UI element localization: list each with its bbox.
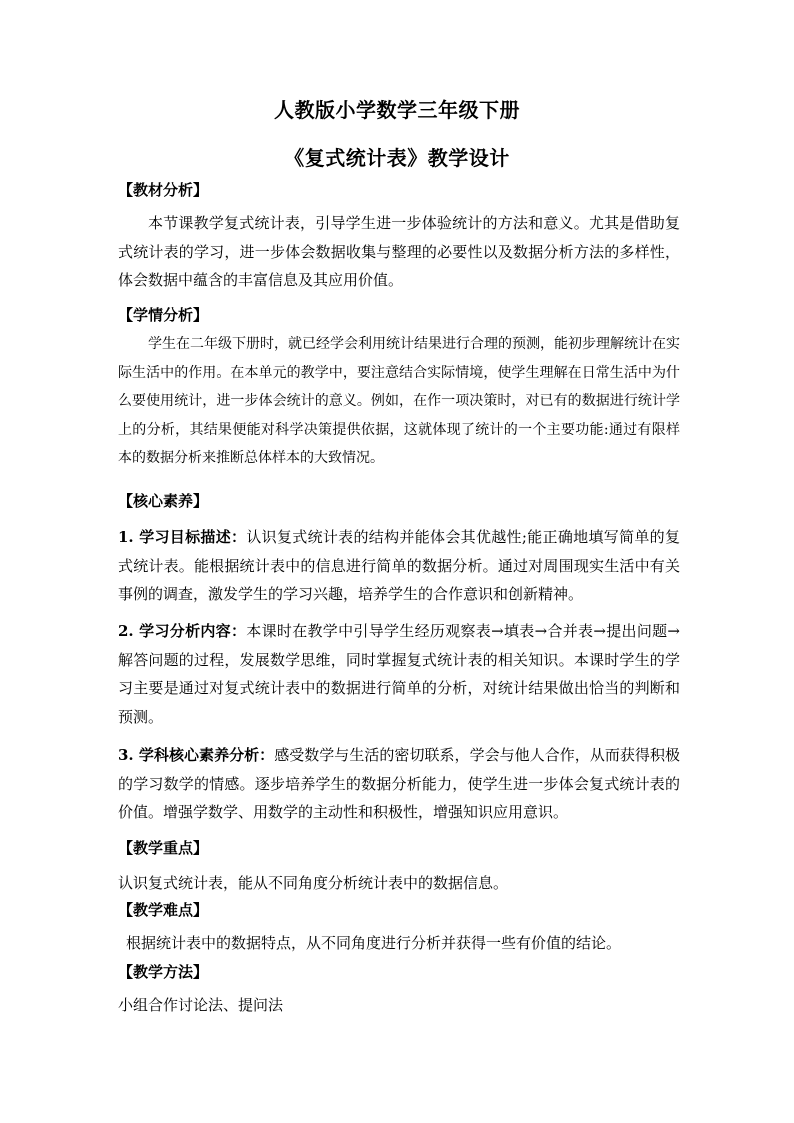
section-heading-methods: 【教学方法】 (118, 963, 209, 981)
core-literacy-item-2-text: 本课时在教学中引导学生经历观察表→填表→合并表→提出问题→解答问题的过程，发展数学思维，同时掌握复式统计表的相关知识。本课时学生的学习主要是通过对复式统计表中的数据进行简单的分析，对统计结果做出恰当的判断和预测。 (118, 622, 680, 726)
core-literacy-item-3-text: 感受数学与生活的密切联系，学会与他人合作，从而获得积极的学习数学的情感。逐步培养学生的数据分析能力，使学生进一步体会复式统计表的价值。增强学数学、用数学的主动性和积极性，增强知识应用意识。 (118, 746, 680, 821)
core-literacy-item-3-label: 3. 学科核心素养分析： (118, 746, 275, 764)
section-body-methods: 小组合作讨论法、提问法 (118, 996, 284, 1014)
section-body-key-points: 认识复式统计表，能从不同角度分析统计表中的数据信息。 (118, 874, 509, 892)
section-body-difficulties: 根据统计表中的数据特点，从不同角度进行分析并获得一些有价值的结论。 (126, 934, 622, 952)
core-literacy-item-1-text: 认识复式统计表的结构并能体会其优越性;能正确地填写简单的复式统计表。能根据统计表中的信息进行简单的数据分析。通过对周围现实生活中有关事例的调查，激发学生的学习兴趣，培养学生的合作意识和创新精神。 (118, 528, 680, 603)
core-literacy-item-2 (118, 617, 680, 731)
document-title: 人教版小学数学三年级下册 (274, 98, 520, 122)
section-heading-difficulties: 【教学难点】 (118, 901, 209, 919)
core-literacy-item-1-label: 1. 学习目标描述： (118, 528, 247, 546)
section-heading-learner-analysis: 【学情分析】 (118, 306, 209, 324)
section-heading-textbook-analysis: 【教材分析】 (118, 181, 209, 199)
core-literacy-item-1 (118, 523, 680, 609)
section-heading-key-points: 【教学重点】 (118, 839, 209, 857)
section-heading-core-literacy: 【核心素养】 (118, 492, 209, 510)
section-body-learner-analysis: 学生在二年级下册时，就已经学会利用统计结果进行合理的预测，能初步理解统计在实际生活中的作用。在本单元的教学中，要注意结合实际情境，使学生理解在日常生活中为什么要使用统计，进一步体会统计的意义。例如，在作一项决策时，对已有的数据进行统计学上的分析，其结果便能对科学决策提供依据，这就体现了统计的一个主要功能:通过有限样本的数据分析来推断总体样本的大致情况。 (118, 336, 680, 467)
section-body-textbook-analysis: 本节课教学复式统计表，引导学生进一步体验统计的方法和意义。尤其是借助复式统计表的学习，进一步体会数据收集与整理的必要性以及数据分析方法的多样性，体会数据中蕴含的丰富信息及其应用价值。 (118, 214, 680, 289)
core-literacy-item-2-label: 2. 学习分析内容： (118, 622, 247, 640)
document-subtitle: 《复式统计表》教学设计 (284, 146, 510, 170)
core-literacy-item-3 (118, 741, 680, 827)
